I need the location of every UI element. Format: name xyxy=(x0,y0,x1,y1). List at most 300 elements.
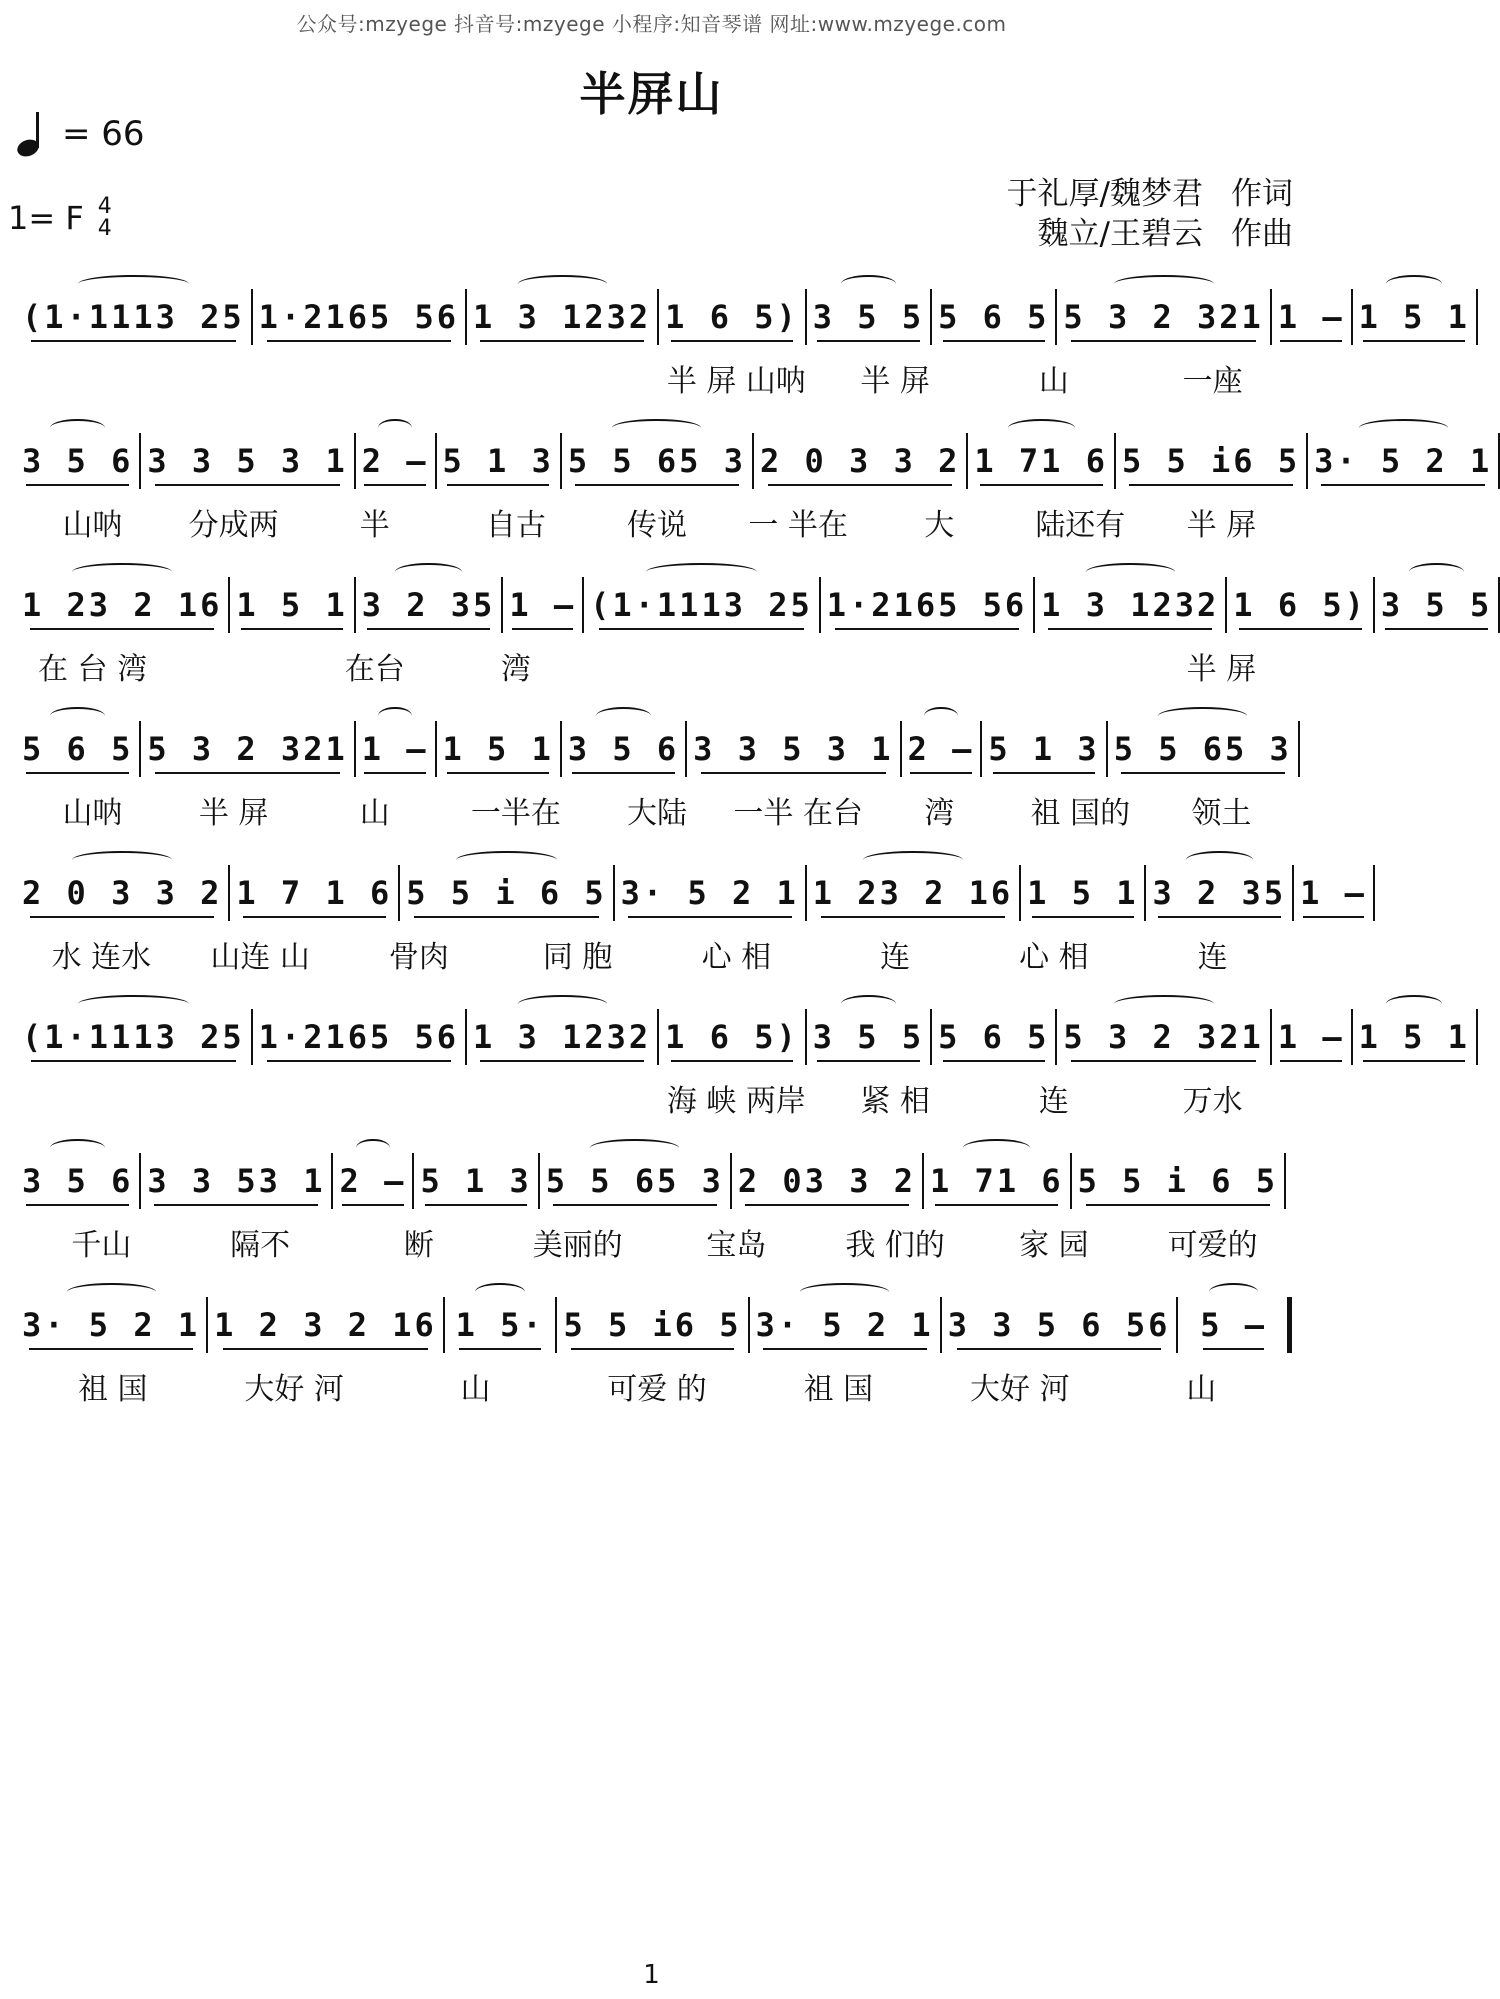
slur-mark xyxy=(72,851,172,869)
measure-notes: 5 5 65 3 xyxy=(1113,730,1292,768)
lyric-segment: 自古 xyxy=(485,508,546,543)
measure xyxy=(214,1297,437,1353)
lyric-segment: 万水 xyxy=(1182,1084,1243,1119)
measure-notes: 2 – xyxy=(907,730,975,768)
time-signature xyxy=(98,196,112,240)
barline xyxy=(1351,1009,1353,1065)
slur-mark xyxy=(596,707,652,725)
barline xyxy=(139,1153,141,1209)
slur-mark xyxy=(1158,707,1247,725)
lyrics-line xyxy=(22,932,1292,975)
score-system xyxy=(22,1290,1292,1410)
measure-notes: 3· 5 2 1 xyxy=(620,874,799,912)
measure xyxy=(1278,289,1345,345)
measure xyxy=(451,1297,550,1353)
slur-mark xyxy=(1409,563,1465,581)
barline xyxy=(980,721,982,777)
barline xyxy=(1270,1009,1272,1065)
barline xyxy=(1144,865,1146,921)
lyric-segment: 断 xyxy=(403,1228,434,1263)
barline xyxy=(685,721,687,777)
barline xyxy=(1106,721,1108,777)
measure xyxy=(443,721,554,777)
lyric-segment: 大好 河 xyxy=(970,1372,1070,1407)
lyric-segment xyxy=(181,1076,340,1116)
lyric-segment xyxy=(340,1076,499,1116)
measure-notes: 1 5 1 xyxy=(1027,874,1139,912)
slur-mark xyxy=(863,851,963,869)
measure-notes: 1 3 1232 xyxy=(473,1018,652,1056)
score-system xyxy=(22,570,1493,690)
slur-mark xyxy=(78,275,189,293)
measure xyxy=(362,721,429,777)
measure-notes: 3 5 5 xyxy=(812,298,925,336)
measure xyxy=(665,1009,799,1065)
lyrics-line xyxy=(22,788,1292,831)
measure xyxy=(1278,1009,1345,1065)
barline xyxy=(1476,289,1478,345)
lyric-segment xyxy=(22,1076,181,1116)
lyric-segment: 一 半在 xyxy=(748,508,848,543)
measure xyxy=(1381,577,1492,633)
measure-notes: 1 – xyxy=(509,586,577,624)
lyric-segment: 山呐 xyxy=(62,796,123,831)
barline xyxy=(206,1297,208,1353)
barline xyxy=(331,1153,333,1209)
lyrics-line xyxy=(22,1220,1292,1263)
measure xyxy=(22,433,133,489)
lyric-segment: 分成两 xyxy=(188,508,279,543)
lyrics-line xyxy=(22,1076,1292,1119)
lyric-segment: 大好 河 xyxy=(244,1372,344,1407)
lyric-segment: 山连 山 xyxy=(210,940,310,975)
measure-notes: 1 5 1 xyxy=(1358,298,1470,336)
composer-role: 作曲 xyxy=(1231,216,1293,252)
measure xyxy=(563,1297,741,1353)
score-system xyxy=(22,1146,1292,1266)
measure xyxy=(22,1009,245,1065)
measure-notes: 5 5 i6 5 xyxy=(1121,442,1301,480)
measure xyxy=(930,1153,1064,1209)
lyric-segment: 祖 国 xyxy=(803,1372,874,1407)
score-system xyxy=(22,1002,1470,1122)
measure-notes: 1 71 6 xyxy=(930,1162,1064,1200)
barline xyxy=(940,1297,942,1353)
lyric-segment: 隔不 xyxy=(230,1228,291,1263)
barline xyxy=(354,721,356,777)
lyric-segment: 可爱 的 xyxy=(607,1372,707,1407)
lyric-segment: 连 xyxy=(880,940,911,975)
lyric-segment: 湾 xyxy=(500,652,531,687)
composer-row xyxy=(1007,214,1293,254)
measure xyxy=(938,1009,1049,1065)
barline xyxy=(1055,289,1057,345)
time-bottom: 4 xyxy=(97,216,112,241)
barline xyxy=(748,1297,750,1353)
lyric-segment: 心 相 xyxy=(701,940,772,975)
measure-notes: (1·1113 25 xyxy=(590,586,813,624)
measure xyxy=(473,1009,651,1065)
notation-line xyxy=(22,570,1493,640)
measure xyxy=(1078,1153,1278,1209)
measure-notes: 1 5 1 xyxy=(1358,1018,1470,1056)
lyric-segment: 海 峡 两岸 xyxy=(666,1084,806,1119)
lyric-segment: 美丽的 xyxy=(532,1228,623,1263)
slur-mark xyxy=(67,1283,156,1301)
barline xyxy=(443,1297,445,1353)
lyric-segment: 心 相 xyxy=(1019,940,1089,975)
measure xyxy=(1114,721,1292,777)
barline xyxy=(613,865,615,921)
lyric-segment xyxy=(181,356,340,396)
measure-notes: 3 3 53 1 xyxy=(147,1162,326,1200)
lyric-segment: 山 xyxy=(1038,364,1069,399)
page-title: 半屏山 xyxy=(579,67,724,121)
lyric-segment: 一座 xyxy=(1182,364,1243,399)
measure xyxy=(546,1153,724,1209)
measure xyxy=(1152,865,1286,921)
measure-notes: 5 5 i 6 5 xyxy=(1077,1162,1278,1200)
lyric-segment: 骨肉 xyxy=(388,940,449,975)
measure-notes: 2 – xyxy=(339,1162,407,1200)
lyric-segment: 水 连水 xyxy=(51,940,152,975)
measure-notes: 3 5 5 xyxy=(812,1018,925,1056)
barline xyxy=(555,1297,557,1353)
slur-mark xyxy=(50,1139,106,1157)
score-system xyxy=(22,858,1367,978)
barline xyxy=(657,1009,659,1065)
barline xyxy=(560,433,562,489)
measure xyxy=(590,577,813,633)
measure-notes: 1 3 1232 xyxy=(473,298,652,336)
barline xyxy=(1070,1153,1072,1209)
measure xyxy=(236,577,347,633)
key-label: 1= F xyxy=(8,199,84,237)
slur-mark xyxy=(1114,275,1214,293)
lyric-segment: 半 屏 山呐 xyxy=(666,364,806,399)
slur-mark xyxy=(646,563,757,581)
slur-mark xyxy=(800,1283,889,1301)
measure xyxy=(568,433,746,489)
quarter-note-icon xyxy=(14,110,54,158)
measure xyxy=(420,1153,531,1209)
slur-mark xyxy=(1008,419,1075,437)
measure-notes: 5 3 2 321 xyxy=(1063,298,1264,336)
slur-mark xyxy=(612,419,701,437)
measure-notes: 1 – xyxy=(1300,874,1367,912)
measure-notes: 2 0 3 3 2 xyxy=(759,442,961,480)
measure-notes: 3 2 35 xyxy=(1152,874,1287,912)
lyric-segment: 陆还有 xyxy=(1035,508,1126,543)
barline xyxy=(900,721,902,777)
measure-notes: 1 5 1 xyxy=(236,586,348,624)
barline xyxy=(465,289,467,345)
lyric-segment: 领土 xyxy=(1191,796,1252,831)
measure xyxy=(473,289,651,345)
notation-line xyxy=(22,282,1470,352)
lyric-segment: 半 屏 xyxy=(860,364,930,399)
measure-notes: 2 – xyxy=(361,442,429,480)
lyric-segment: 大陆 xyxy=(626,796,687,831)
measure-notes: 1 23 2 16 xyxy=(812,874,1014,912)
slur-mark xyxy=(1386,995,1442,1013)
measure xyxy=(760,433,960,489)
slur-mark xyxy=(841,275,897,293)
tempo-value: = 66 xyxy=(62,114,145,154)
lyric-segment xyxy=(586,644,727,684)
measure-notes: 1 – xyxy=(1277,1018,1345,1056)
slur-mark xyxy=(378,707,411,725)
measure-notes: 1 2 3 2 16 xyxy=(214,1306,437,1344)
tempo-marking xyxy=(14,110,145,158)
lyric-segment: 大 xyxy=(924,508,955,543)
barline xyxy=(251,1009,253,1065)
measure-notes: 5 3 2 321 xyxy=(147,730,348,768)
score-system xyxy=(22,714,1292,834)
measure-notes: 1 – xyxy=(1277,298,1345,336)
page-number: 1 xyxy=(643,1960,660,1990)
score-system xyxy=(22,282,1470,402)
measure-notes: 3 3 5 3 1 xyxy=(693,730,894,768)
slur-mark xyxy=(50,707,106,725)
barline xyxy=(1284,1153,1286,1209)
slur-mark xyxy=(475,1283,524,1301)
time-top: 4 xyxy=(97,194,112,219)
barline xyxy=(1306,433,1308,489)
lyric-segment: 传说 xyxy=(626,508,687,543)
lyric-segment: 一半 在台 xyxy=(733,796,863,831)
barline xyxy=(1225,577,1227,633)
measure-notes: 1 6 5) xyxy=(665,298,799,336)
slur-mark xyxy=(924,707,957,725)
barline xyxy=(1114,433,1116,489)
barline xyxy=(657,289,659,345)
measure-notes: 3 5 6 xyxy=(22,442,134,480)
credits xyxy=(1007,174,1293,254)
slur-mark xyxy=(1086,563,1175,581)
measure-notes: 3· 5 2 1 xyxy=(1314,442,1493,480)
measure-notes: 1·2165 56 xyxy=(258,1018,460,1056)
slur-mark xyxy=(518,275,607,293)
slur-mark xyxy=(395,563,462,581)
notation-line xyxy=(22,1290,1292,1360)
barline xyxy=(752,433,754,489)
measure xyxy=(1300,865,1367,921)
lyric-segment: 半 xyxy=(359,508,390,543)
measure-notes: 3· 5 2 1 xyxy=(755,1306,934,1344)
measure xyxy=(974,433,1108,489)
lyric-segment: 我 们的 xyxy=(845,1228,945,1263)
measure xyxy=(693,721,893,777)
score-system xyxy=(22,426,1493,546)
barline xyxy=(1292,865,1294,921)
measure xyxy=(259,289,459,345)
notation-line xyxy=(22,858,1367,928)
key-signature xyxy=(8,196,112,240)
barline xyxy=(538,1153,540,1209)
lyrics-line xyxy=(22,644,1292,687)
measure xyxy=(509,577,576,633)
measure-notes: 1·2165 56 xyxy=(258,298,460,336)
barline xyxy=(1476,1009,1478,1065)
lyric-segment xyxy=(340,356,499,396)
final-barline xyxy=(1287,1297,1292,1353)
lyric-segment: 一半在 xyxy=(470,796,561,831)
measure xyxy=(813,289,924,345)
slur-mark xyxy=(963,1139,1030,1157)
measure-notes: 3 2 35 xyxy=(361,586,496,624)
measure-notes: 3 3 5 3 1 xyxy=(147,442,348,480)
barline xyxy=(1270,289,1272,345)
measure xyxy=(1063,1009,1263,1065)
lyric-segment: 祖 国 xyxy=(77,1372,148,1407)
notation-line xyxy=(22,1002,1470,1072)
lyricist-names: 于礼厚/魏梦君 xyxy=(1006,176,1203,212)
header-info: 公众号:mzyege 抖音号:mzyege 小程序:知音琴谱 网址:www.mzyege.com xyxy=(296,12,1007,36)
measure xyxy=(621,865,799,921)
slur-mark xyxy=(78,995,189,1013)
barline xyxy=(354,433,356,489)
measure xyxy=(22,1153,133,1209)
slur-mark xyxy=(1359,419,1448,437)
barline xyxy=(1373,577,1375,633)
barline xyxy=(805,1009,807,1065)
measure xyxy=(236,865,392,921)
measure xyxy=(1027,865,1138,921)
barline xyxy=(412,1153,414,1209)
measure xyxy=(665,289,799,345)
barline xyxy=(1176,1297,1178,1353)
lyrics-line xyxy=(22,500,1292,543)
lyric-segment: 连 xyxy=(1197,940,1228,975)
slur-mark xyxy=(72,563,172,581)
slur-mark xyxy=(1186,851,1253,869)
lyric-segment: 可爱的 xyxy=(1167,1228,1258,1263)
measure xyxy=(1184,1297,1283,1353)
measure xyxy=(22,865,222,921)
barline xyxy=(1373,865,1375,921)
barline xyxy=(1055,1009,1057,1065)
measure xyxy=(938,289,1049,345)
measure xyxy=(339,1153,406,1209)
measure xyxy=(948,1297,1171,1353)
lyric-segment xyxy=(22,356,181,396)
measure xyxy=(1063,289,1263,345)
slur-mark xyxy=(1386,275,1442,293)
barline xyxy=(922,1153,924,1209)
measure-notes: 5 3 2 321 xyxy=(1063,1018,1264,1056)
barline xyxy=(1019,865,1021,921)
measure-notes: 3· 5 2 1 xyxy=(22,1306,201,1344)
slur-mark xyxy=(456,851,556,869)
lyric-segment: 在 台 湾 xyxy=(38,652,148,687)
measure-notes: 3 3 5 6 56 xyxy=(947,1306,1171,1344)
slur-mark xyxy=(841,995,897,1013)
lyric-segment xyxy=(869,644,1010,684)
measure xyxy=(813,865,1013,921)
barline xyxy=(228,577,230,633)
measure-notes: 3 5 5 xyxy=(1380,586,1493,624)
measure xyxy=(1041,577,1219,633)
measure-notes: 1 6 5) xyxy=(665,1018,799,1056)
barline xyxy=(139,721,141,777)
barline xyxy=(435,721,437,777)
lyric-segment: 宝岛 xyxy=(706,1228,767,1263)
lyric-segment: 山呐 xyxy=(62,508,123,543)
barline xyxy=(930,1009,932,1065)
composer-names: 魏立/王碧云 xyxy=(1037,216,1203,252)
measure xyxy=(443,433,554,489)
barline xyxy=(139,433,141,489)
barline xyxy=(582,577,584,633)
slur-mark xyxy=(1209,1283,1258,1301)
measure-notes: 5 5 65 3 xyxy=(567,442,746,480)
measure-notes: 5 5 i 6 5 xyxy=(406,874,607,912)
lyric-segment xyxy=(163,644,304,684)
lyric-segment: 半 屏 xyxy=(198,796,269,831)
measure xyxy=(259,1009,459,1065)
measure xyxy=(147,721,347,777)
measure xyxy=(813,1009,924,1065)
slur-mark xyxy=(518,995,607,1013)
measure-notes: 5 1 3 xyxy=(988,730,1100,768)
lyric-segment xyxy=(1010,644,1151,684)
lyricist-row xyxy=(1007,174,1293,214)
barline xyxy=(228,865,230,921)
lyric-segment: 山 xyxy=(1186,1372,1217,1407)
measure xyxy=(756,1297,934,1353)
barline xyxy=(730,1153,732,1209)
measure-notes: 1 23 2 16 xyxy=(22,586,223,624)
barline xyxy=(805,289,807,345)
measure xyxy=(362,577,496,633)
barline xyxy=(805,865,807,921)
slur-mark xyxy=(356,1139,389,1157)
barline xyxy=(354,577,356,633)
measure xyxy=(1359,1009,1470,1065)
measure-notes: 5 5 65 3 xyxy=(545,1162,724,1200)
slur-mark xyxy=(590,1139,679,1157)
measure xyxy=(362,433,429,489)
measure-notes: 3 5 6 xyxy=(567,730,680,768)
measure xyxy=(738,1153,916,1209)
notation-line xyxy=(22,1146,1292,1216)
measure xyxy=(22,1297,200,1353)
measure xyxy=(22,289,245,345)
lyric-segment xyxy=(498,1076,657,1116)
measure xyxy=(908,721,975,777)
measure xyxy=(1359,289,1470,345)
barline xyxy=(251,289,253,345)
barline xyxy=(819,577,821,633)
lyric-segment xyxy=(728,644,869,684)
measure-notes: (1·1113 25 xyxy=(22,298,245,336)
measure xyxy=(147,1153,325,1209)
measure-notes: 2 0 3 3 2 xyxy=(22,874,223,912)
barline xyxy=(501,577,503,633)
measure-notes: 5 6 5 xyxy=(22,730,134,768)
lyricist-role: 作词 xyxy=(1231,176,1293,212)
lyric-segment: 山 xyxy=(359,796,390,831)
lyric-segment: 同 胞 xyxy=(542,940,613,975)
measure xyxy=(147,433,347,489)
measure-notes: 1 – xyxy=(361,730,429,768)
barline xyxy=(465,1009,467,1065)
measure-notes: 5 6 5 xyxy=(938,298,1050,336)
measure xyxy=(1122,433,1300,489)
lyric-segment xyxy=(498,356,657,396)
barline xyxy=(435,433,437,489)
